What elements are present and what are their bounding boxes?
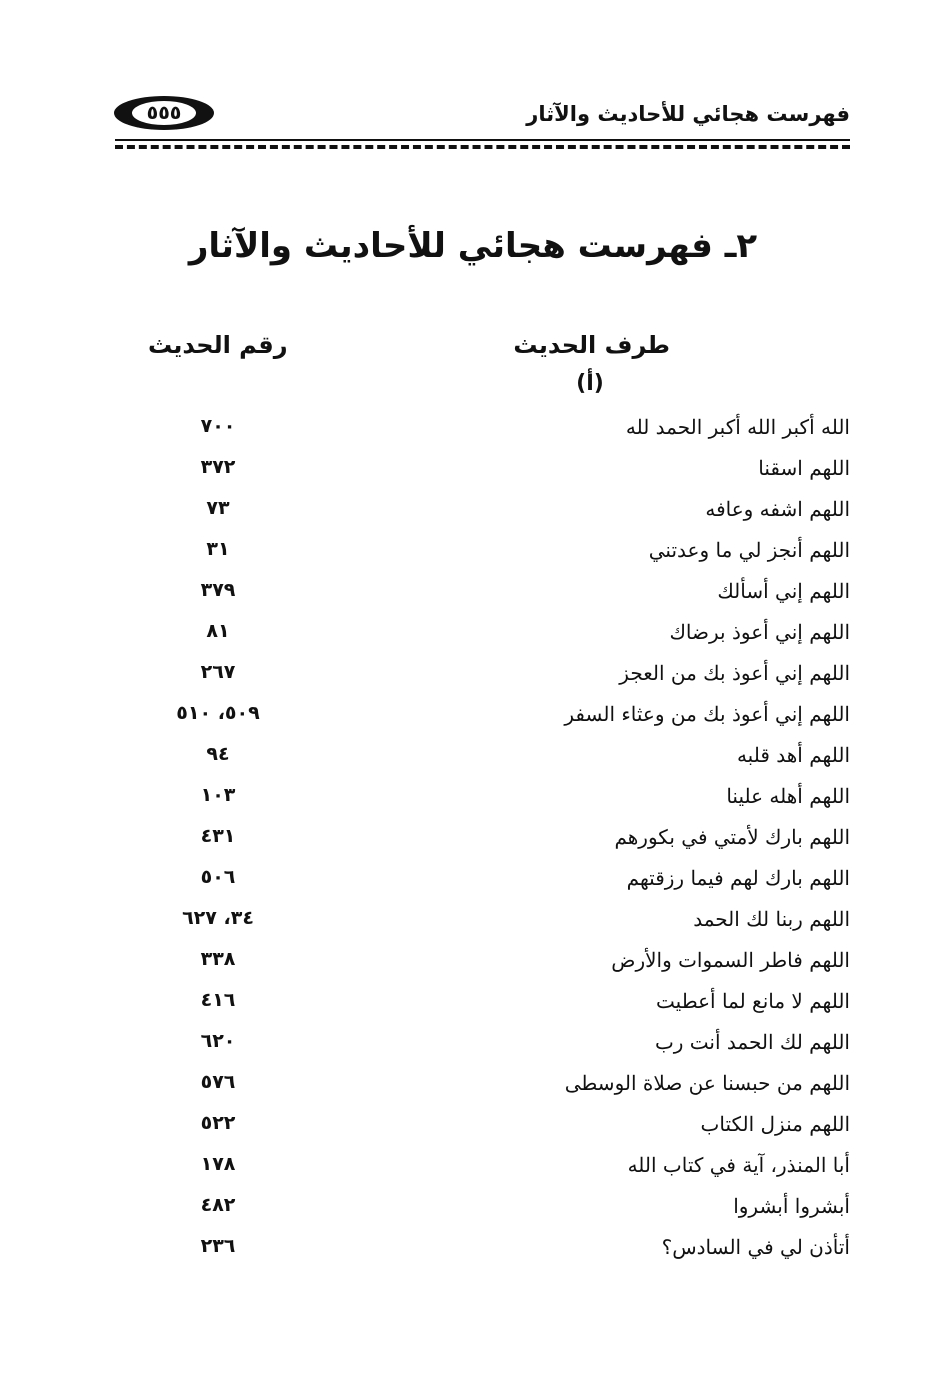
entry-number: ٧٠٠ [200, 415, 236, 437]
entry-text: اللهم بارك لأمتي في بكورهم [614, 825, 850, 849]
entry-number: ٣١ [206, 538, 230, 560]
index-entry [0, 983, 946, 1024]
header-dashed-rule [115, 145, 850, 149]
entry-number: ٢٦٧ [200, 661, 236, 683]
index-entry [0, 532, 946, 573]
index-entry [0, 614, 946, 655]
entry-text: اللهم بارك لهم فيما رزقتهم [626, 866, 850, 890]
entry-number: ٤٣١ [200, 825, 236, 847]
index-entry [0, 1065, 946, 1106]
entry-text: اللهم ربنا لك الحمد [693, 907, 850, 931]
entry-number: ٣٣٨ [200, 948, 236, 970]
entry-text: الله أكبر الله أكبر الحمد لله [625, 415, 850, 439]
entry-number: ٥٢٢ [200, 1112, 236, 1134]
entry-number: ٨١ [206, 620, 230, 642]
index-entry [0, 1229, 946, 1270]
entry-number: ٥٠٩، ٥١٠ [176, 702, 260, 724]
index-entry [0, 942, 946, 983]
entry-text: أبشروا أبشروا [733, 1194, 850, 1218]
entry-number: ١٠٣ [200, 784, 236, 806]
index-entry [0, 1188, 946, 1229]
header-rule [115, 139, 850, 141]
index-entry [0, 573, 946, 614]
entry-text: أتأذن لي في السادس؟ [661, 1235, 850, 1259]
entry-text: اللهم لا مانع لما أعطيت [656, 989, 850, 1013]
entry-text: اللهم أهد قلبه [736, 743, 850, 767]
entry-number: ٢٣٦ [200, 1235, 236, 1257]
entry-number: ١٧٨ [200, 1153, 236, 1175]
entry-text: اللهم إني أعوذ برضاك [669, 620, 850, 644]
column-header-text: طرف الحديث [513, 331, 670, 359]
entry-number: ٩٤ [206, 743, 230, 765]
entry-text: أبا المنذر، آية في كتاب الله [627, 1153, 850, 1177]
entry-text: اللهم فاطر السموات والأرض [611, 948, 850, 972]
index-entry [0, 737, 946, 778]
section-title: ٢ـ فهرست هجائي للأحاديث والآثار [188, 226, 758, 266]
entry-number: ٧٣ [206, 497, 230, 519]
page-number-badge [114, 96, 214, 130]
index-entry [0, 860, 946, 901]
entry-text: اللهم منزل الكتاب [700, 1112, 850, 1136]
running-header [110, 96, 850, 136]
entry-number: ٣٧٢ [200, 456, 236, 478]
letter-heading: (أ) [576, 371, 604, 396]
entry-number: ٤٨٢ [200, 1194, 236, 1216]
index-entry [0, 1147, 946, 1188]
index-entry [0, 655, 946, 696]
entry-text: اللهم اسقنا [758, 456, 850, 480]
page-number: ٥٥٥ [132, 101, 196, 125]
entry-text: اللهم إني أعوذ بك من العجز [619, 661, 850, 685]
running-title: فهرست هجائي للأحاديث والآثار [526, 102, 850, 126]
entry-number: ٤١٦ [200, 989, 236, 1011]
column-header-number: رقم الحديث [148, 331, 288, 359]
entry-text: اللهم اشفه وعافه [705, 497, 850, 521]
index-entry [0, 819, 946, 860]
entry-number: ٥٠٦ [200, 866, 236, 888]
index-entry [0, 901, 946, 942]
entry-number: ٥٧٦ [200, 1071, 236, 1093]
index-entry [0, 450, 946, 491]
entry-text: اللهم أنجز لي ما وعدتني [648, 538, 850, 562]
index-entry [0, 1106, 946, 1147]
index-entry [0, 491, 946, 532]
entry-text: اللهم إني أعوذ بك من وعثاء السفر [564, 702, 850, 726]
entry-number: ٣٤، ٦٢٧ [182, 907, 254, 929]
entry-number: ٣٧٩ [200, 579, 236, 601]
index-entry [0, 409, 946, 450]
entry-text: اللهم من حبسنا عن صلاة الوسطى [564, 1071, 850, 1095]
index-entry [0, 778, 946, 819]
entry-number: ٦٢٠ [200, 1030, 236, 1052]
index-list [0, 409, 946, 1270]
index-entry [0, 1024, 946, 1065]
index-entry [0, 696, 946, 737]
entry-text: اللهم إني أسألك [717, 579, 850, 603]
entry-text: اللهم أهله علينا [726, 784, 850, 808]
entry-text: اللهم لك الحمد أنت رب [654, 1030, 850, 1054]
